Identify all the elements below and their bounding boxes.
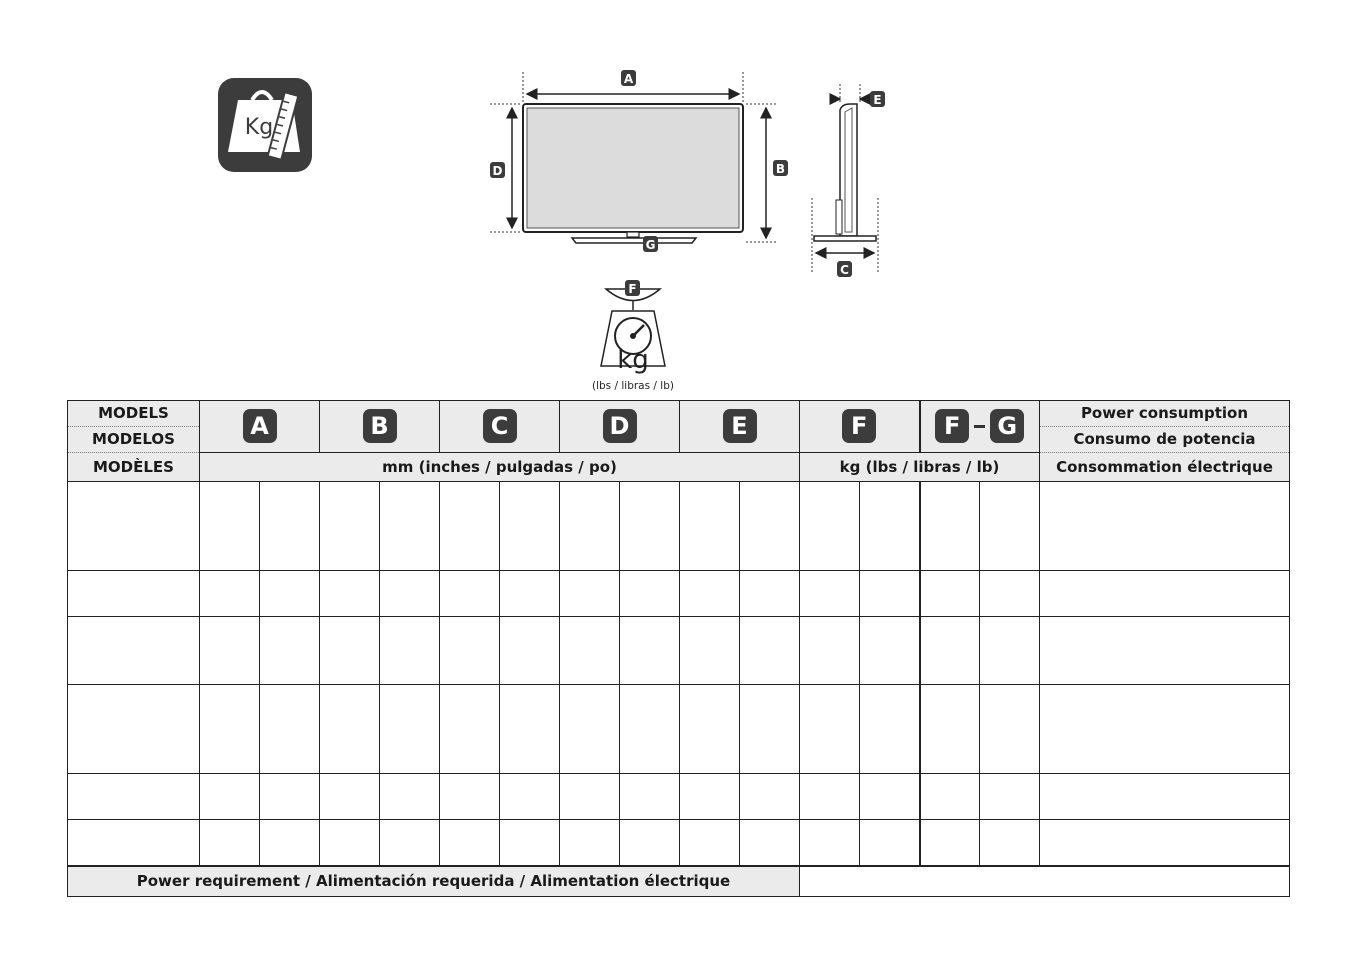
value-cell [860,820,920,866]
value-cell [320,685,380,774]
scale-icon [592,280,674,392]
svg-text:E: E [873,93,882,107]
value-cell [740,482,800,571]
model-cell [68,571,200,617]
model-cell [68,482,200,571]
scale-caption: (lbs / libras / lb) [592,380,674,392]
svg-text:F: F [628,282,637,296]
table-row [68,482,1290,571]
value-cell [260,685,320,774]
value-cell [260,617,320,685]
power-cell [1040,617,1290,685]
table-row [68,774,1290,820]
value-cell [620,571,680,617]
value-cell [920,820,980,866]
value-cell [920,482,980,571]
value-cell [500,482,560,571]
value-cell [980,820,1040,866]
value-cell [440,820,500,866]
power-cell [1040,685,1290,774]
value-cell [440,482,500,571]
value-cell [440,685,500,774]
value-cell [500,774,560,820]
value-cell [380,685,440,774]
value-cell [200,617,260,685]
value-cell [740,820,800,866]
dimension-illustrations [0,0,1356,400]
value-cell [860,685,920,774]
value-cell [800,774,860,820]
value-cell [380,617,440,685]
svg-text:G: G [645,238,656,252]
value-cell [980,571,1040,617]
power-cell [1040,820,1290,866]
value-cell [740,685,800,774]
value-cell [320,482,380,571]
value-cell [380,774,440,820]
column-a-header: A [200,401,320,453]
value-cell [440,571,500,617]
weight-dimension-icon [218,78,312,172]
value-cell [320,617,380,685]
power-cell [1040,571,1290,617]
value-cell [500,820,560,866]
badge-c [837,261,852,277]
value-cell [920,685,980,774]
value-cell [680,617,740,685]
column-fg-header: F G [920,401,1040,453]
scale-kg-label: kg [617,345,649,375]
value-cell [260,571,320,617]
value-cell [320,774,380,820]
column-e-header: E [680,401,800,453]
table-row [68,820,1290,866]
value-cell [860,571,920,617]
value-cell [680,571,740,617]
column-f-header: F [800,401,920,453]
model-cell [68,617,200,685]
value-cell [440,774,500,820]
table-row [68,685,1290,774]
value-cell [800,571,860,617]
value-cell [560,820,620,866]
value-cell [200,571,260,617]
badge-g [643,236,658,252]
value-cell [860,482,920,571]
value-cell [620,820,680,866]
value-cell [980,482,1040,571]
value-cell [560,482,620,571]
value-cell [560,571,620,617]
specification-table [67,400,1290,897]
value-cell [800,820,860,866]
value-cell [920,571,980,617]
badge-a [621,70,636,86]
value-cell [740,774,800,820]
badge-b [773,160,788,176]
value-cell [740,571,800,617]
value-cell [500,571,560,617]
badge-e [870,91,885,107]
models-header: MODELS MODELOS MODÈLES [68,401,200,482]
power-consumption-header: Power consumption Consumo de potencia Consommation électrique [1040,401,1290,482]
value-cell [620,482,680,571]
value-cell [380,571,440,617]
value-cell [380,820,440,866]
value-cell [680,774,740,820]
value-cell [620,774,680,820]
model-cell [68,685,200,774]
value-cell [560,774,620,820]
column-b-header: B [320,401,440,453]
value-cell [860,774,920,820]
value-cell [560,617,620,685]
value-cell [200,820,260,866]
kg-icon-label: Kg [244,115,274,140]
value-cell [320,571,380,617]
value-cell [740,617,800,685]
value-cell [620,685,680,774]
value-cell [680,685,740,774]
weight-unit-header: kg (lbs / libras / lb) [800,452,1040,481]
value-cell [680,820,740,866]
column-c-header: C [440,401,560,453]
value-cell [800,482,860,571]
model-cell [68,820,200,866]
svg-text:A: A [623,72,634,86]
table-row [68,571,1290,617]
power-cell [1040,774,1290,820]
column-d-header: D [560,401,680,453]
value-cell [200,482,260,571]
value-cell [620,617,680,685]
dimension-unit-header: mm (inches / pulgadas / po) [200,452,800,481]
value-cell [980,774,1040,820]
value-cell [500,685,560,774]
badge-d [490,162,505,178]
value-cell [380,482,440,571]
svg-text:C: C [840,263,849,277]
tv-front-view [490,72,776,243]
svg-text:B: B [775,162,786,176]
value-cell [320,820,380,866]
value-cell [260,820,320,866]
value-cell [260,774,320,820]
value-cell [500,617,560,685]
table-row [68,617,1290,685]
value-cell [560,685,620,774]
value-cell [980,617,1040,685]
power-requirement-label: Power requirement / Alimentación requerida / Alimentation électrique [68,866,800,897]
value-cell [800,685,860,774]
value-cell [860,617,920,685]
value-cell [980,685,1040,774]
value-cell [440,617,500,685]
value-cell [920,617,980,685]
value-cell [200,774,260,820]
value-cell [260,482,320,571]
value-cell [920,774,980,820]
value-cell [200,685,260,774]
power-cell [1040,482,1290,571]
model-cell [68,774,200,820]
tv-side-view [812,84,878,272]
svg-text:D: D [492,164,503,178]
power-requirement-value [800,866,1290,897]
value-cell [800,617,860,685]
value-cell [680,482,740,571]
